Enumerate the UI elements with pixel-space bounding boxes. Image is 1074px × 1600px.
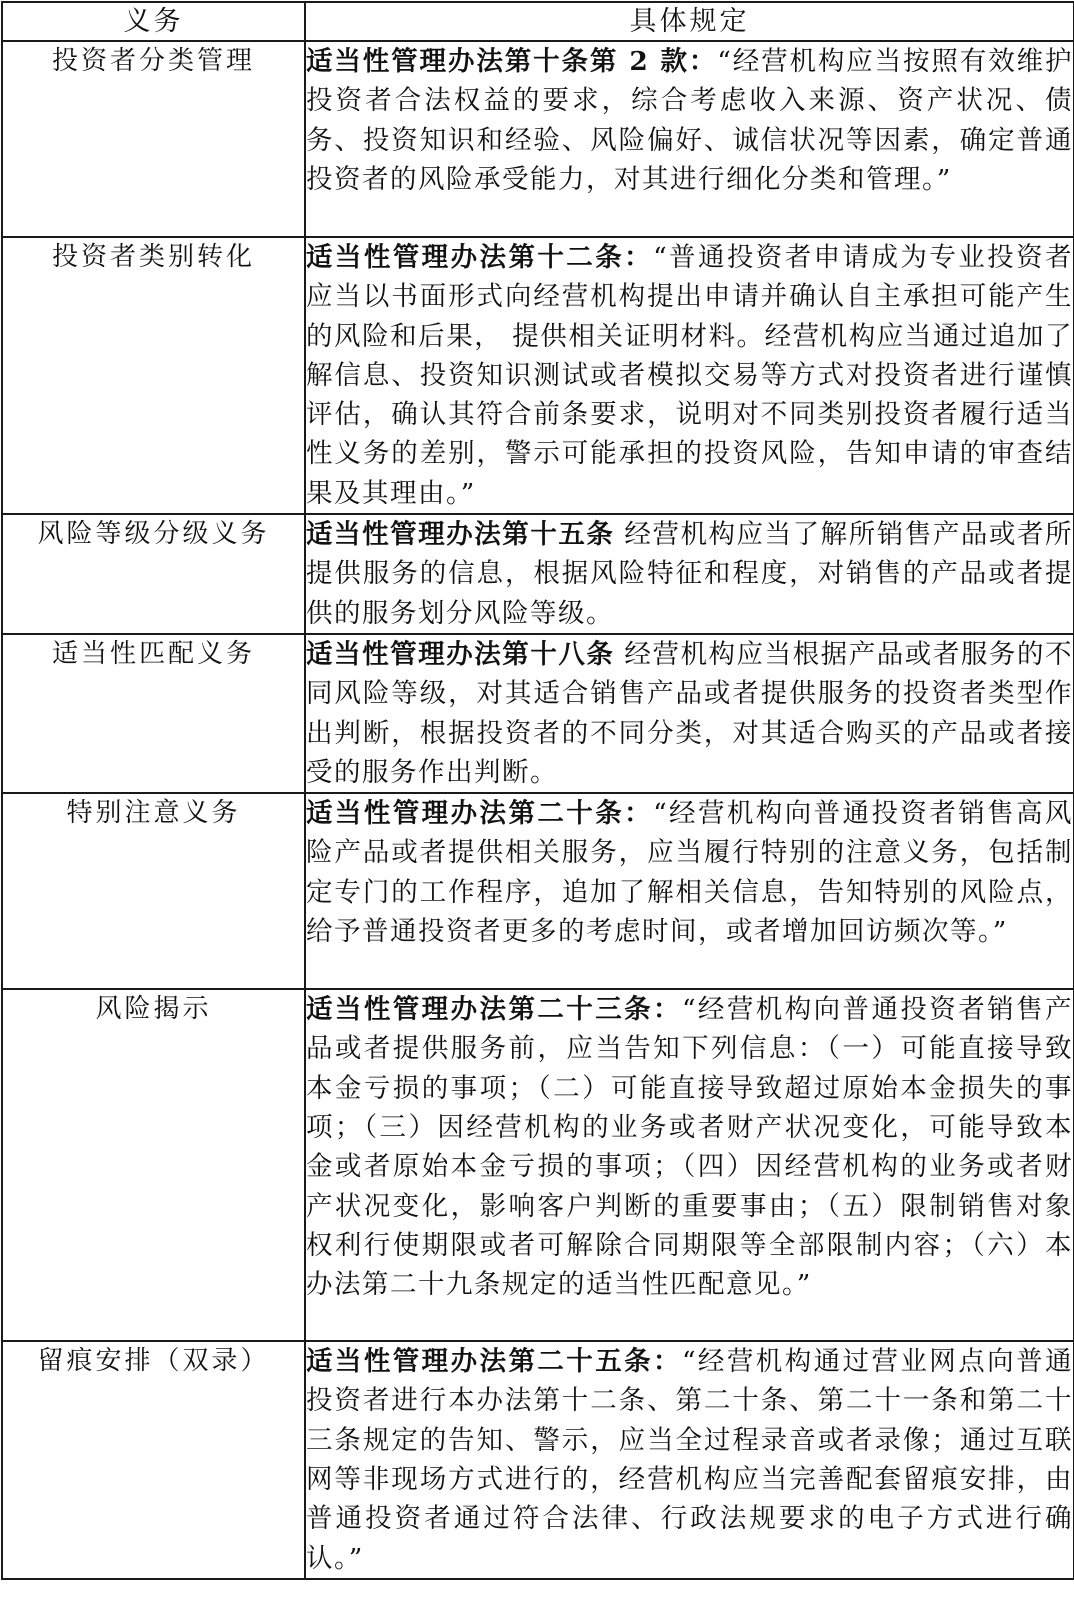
rule-cell [305,1341,1074,1579]
rule-text: “经营机构向普通投资者销售产品或者提供服务前，应当告知下列信息：（一）可能直接导致本金亏损的事项；（二）可能直接导致超过原始本金损失的事项；（三）因经营机构的业务或者财产状况变化，可能导致本金或者原始本金亏损的事项；（四）因经营机构的业务或者财产状况变化，影响客户判断的重要事由；（五）限制销售对象权利行使期限或者可解除合同期限等全部限制内容；（六）本办法第二十九条规定的适当性匹配意见。” [306,994,1073,1301]
rule-cell [305,634,1074,793]
table-row [2,514,1074,634]
article-ref: 适当性管理办法第十五条 [306,519,615,551]
rule-cell [305,793,1074,989]
rule-cell [305,514,1074,634]
table-row [2,1341,1074,1579]
table-row [2,793,1074,989]
article-ref: 适当性管理办法第十二条： [306,242,654,273]
rule-text: “经营机构向普通投资者销售高风险产品或者提供相关服务，应当履行特别的注意义务，包括制定专门的工作程序，追加了解相关信息，告知特别的风险点，给予普通投资者更多的考虑时间，或者增加回访频次等。” [306,798,1073,948]
article-ref: 适当性管理办法第二十五条： [306,1346,682,1378]
rule-cell [305,237,1074,514]
article-ref: 适当性管理办法第二十三条： [306,994,682,1026]
header-duty: 义务 [2,2,305,41]
rule-text: 经营机构应当根据产品或者服务的不同风险等级，对其适合销售产品或者提供服务的投资者类型作出判断，根据投资者的不同分类，对其适合购买的产品或者接受的服务作出判断。 [306,638,1073,788]
regulation-table [1,1,1074,1580]
article-ref: 适当性管理办法第二十条： [306,798,654,830]
duty-cell: 风险揭示 [2,989,305,1341]
duty-cell: 适当性匹配义务 [2,634,305,793]
duty-cell: 投资者类别转化 [2,237,305,514]
duty-cell: 风险等级分级义务 [2,514,305,634]
table-row [2,989,1074,1341]
article-ref: 适当性管理办法第十八条 [306,638,615,670]
rule-text: “经营机构通过营业网点向普通投资者进行本办法第十二条、第二十条、第二十一条和第二十三条规定的告知、警示，应当全过程录音或者录像；通过互联网等非现场方式进行的，经营机构应当完善配套留痕安排，由普通投资者通过符合法律、行政法规要求的电子方式进行确认。” [306,1346,1073,1574]
rule-cell [305,989,1074,1341]
duty-cell: 特别注意义务 [2,793,305,989]
rule-text: “经营机构应当按照有效维护投资者合法权益的要求，综合考虑收入来源、资产状况、债务、投资知识和经验、风险偏好、诚信状况等因素，确定普通投资者的风险承受能力，对其进行细化分类和管理。” [306,46,1073,195]
duty-cell: 留痕安排（双录） [2,1341,305,1579]
table-row [2,41,1074,237]
header-row [2,2,1074,41]
table-row [2,237,1074,514]
article-ref: 适当性管理办法第十条第 2 款： [306,46,718,77]
rule-cell [305,41,1074,237]
table-row [2,634,1074,793]
duty-cell: 投资者分类管理 [2,41,305,237]
rule-text: “普通投资者申请成为专业投资者应当以书面形式向经营机构提出申请并确认自主承担可能产生的风险和后果， 提供相关证明材料。经营机构应当通过追加了解信息、投资知识测试或者模拟交易等方式对投资者进行谨慎评估，确认其符合前条要求，说明对不同类别投资者履行适当性义务的差别，警示可能承担的投资风险，告知申请的审查结果及其理由。” [306,242,1073,509]
header-rule: 具体规定 [305,2,1074,41]
rule-text: 经营机构应当了解所销售产品或者所提供服务的信息，根据风险特征和程度，对销售的产品或者提供的服务划分风险等级。 [306,519,1073,629]
